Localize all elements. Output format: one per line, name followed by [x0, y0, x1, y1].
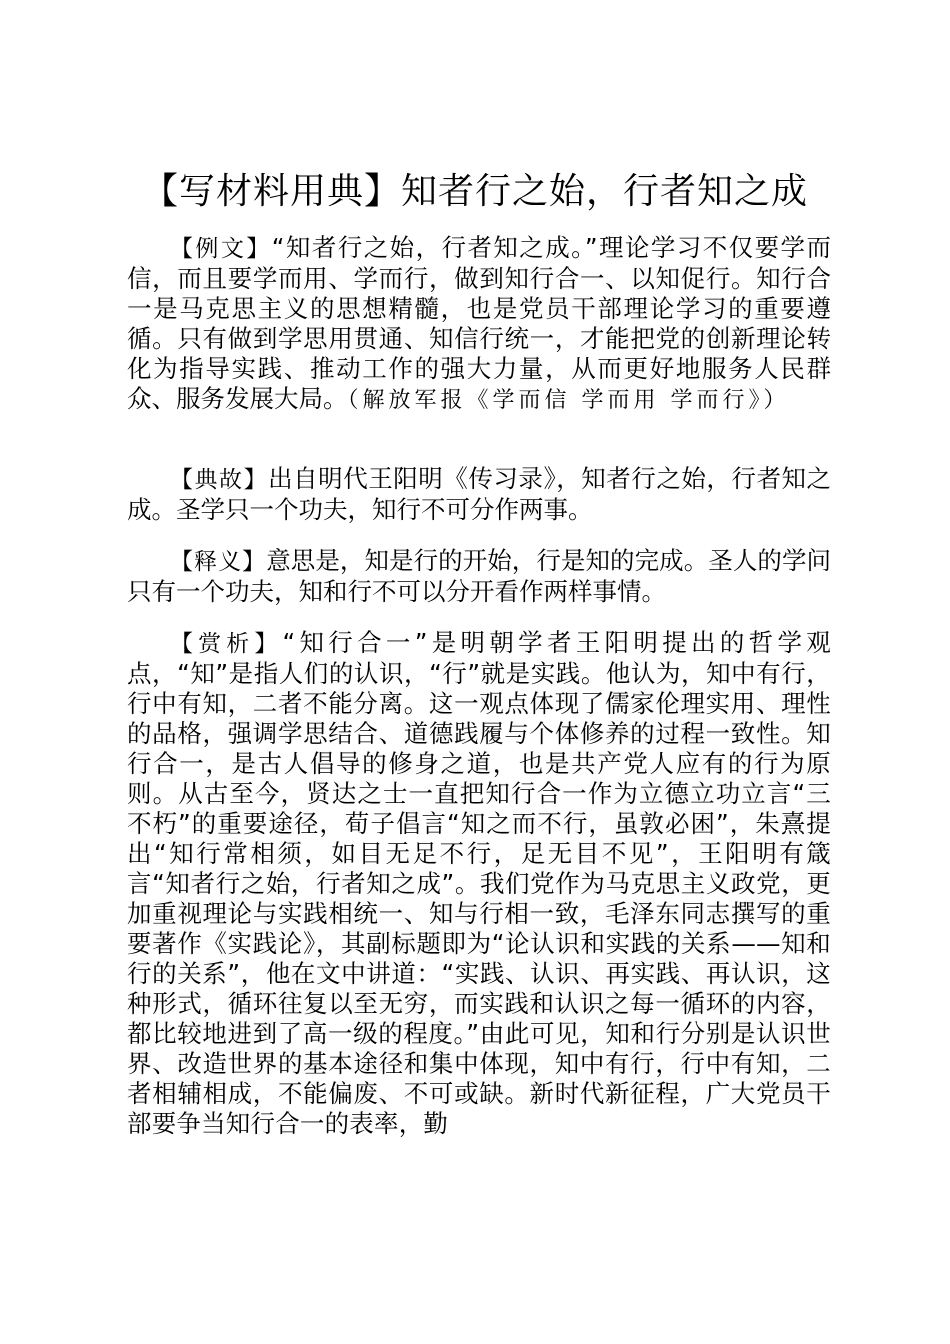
- example-body: “知者行之始，行者知之成。”理论学习不仅要学而信，而且要学而用、学而行，做到知行合一、以知促行。知行合一是马克思主义的思想精髓，也是党员干部理论学习的重要遵循。只有做到学思用贯通、知信行统一，才能把党的创新理论转化为指导实践、推动工作的强大力量，从而更好地服务人民群众、服务发展大局。: [127, 233, 831, 413]
- example-paragraph: [127, 233, 831, 416]
- analysis-tag: 【赏析】: [170, 631, 283, 657]
- origin-paragraph: [127, 464, 831, 525]
- analysis-body: “知行合一”是明朝学者王阳明提出的哲学观点，“知”是指人们的认识，“行”就是实践。他认为，知中有行，行中有知，二者不能分离。这一观点体现了儒家伦理实用、理性的品格，强调学思结合、道德践履与个体修养的过程一致性。知行合一，是古人倡导的修身之道，也是共产党人应有的行为原则。从古至今，贤达之士一直把知行合一作为立德立功立言“三不朽”的重要途径，荀子倡言“知之而不行，虽敦必困”，朱熹提出“知行常相须，如目无足不行，足无目不见”，王阳明有箴言“知者行之始，行者知之成”。我们党作为马克思主义政党，更加重视理论与实践相统一、知与行相一致，毛泽东同志撰写的重要著作《实践论》，其副标题即为“论认识和实践的关系——知和行的关系”，他在文中讲道：“实践、认识、再实践、再认识，这种形式，循环往复以至无穷，而实践和认识之每一循环的内容，都比较地进到了高一级的程度。”由此可见，知和行分别是认识世界、改造世界的基本途径和集中体现，知中有行，行中有知，二者相辅相成，不能偏废、不可或缺。新时代新征程，广大党员干部要争当知行合一的表率，勤: [127, 628, 832, 1138]
- origin-body: 出自明代王阳明《传习录》，知者行之始，行者知之成。圣学只一个功夫，知行不可分作两事。: [127, 464, 832, 524]
- meaning-body: 意思是，知是行的开始，行是知的完成。圣人的学问只有一个功夫，知和行不可以分开看作两样事情。: [127, 546, 832, 606]
- analysis-paragraph: [127, 628, 831, 1139]
- meaning-paragraph: [127, 546, 831, 607]
- example-tag: 【例文】: [170, 236, 272, 262]
- meaning-tag: 【释义】: [170, 549, 267, 575]
- page-title: 【写材料用典】知者行之始，行者知之成: [141, 171, 808, 212]
- example-source: （解放军报《学而信 学而用 学而行》）: [347, 388, 790, 413]
- origin-tag: 【典故】: [170, 467, 269, 493]
